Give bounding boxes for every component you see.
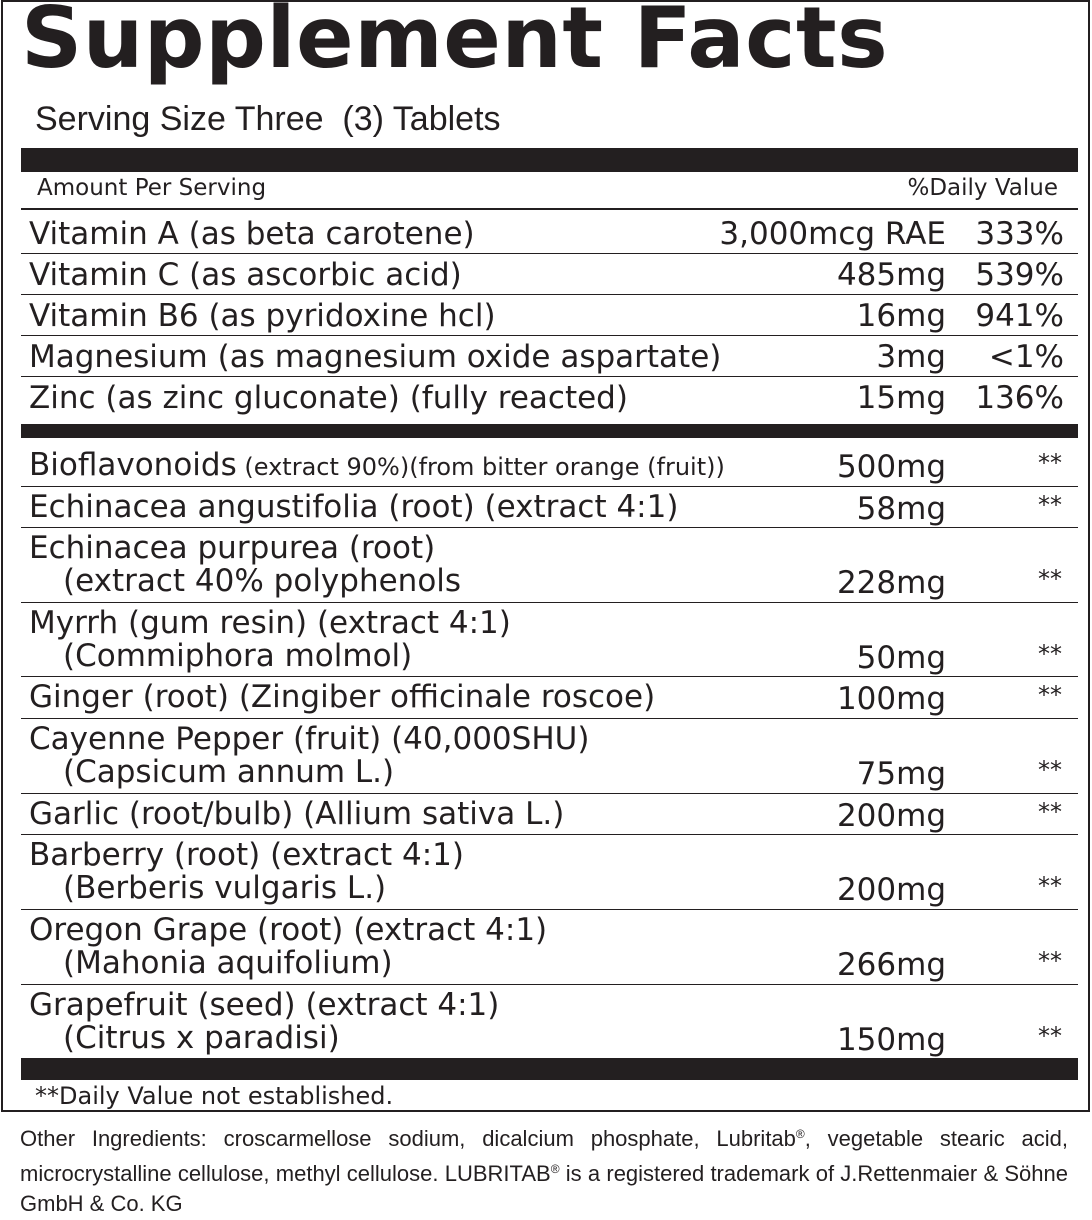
ingredient-amount: 500mg xyxy=(836,449,946,485)
ingredient-name-main: Grapefruit (seed) (extract 4:1) xyxy=(29,987,500,1023)
nutrient-row xyxy=(21,212,1078,253)
nutrient-row xyxy=(21,294,1078,335)
nutrient-name: Zinc (as zinc gluconate) (fully reacted) xyxy=(29,380,628,416)
daily-value-not-established: ** xyxy=(1038,872,1062,900)
daily-value-label: %Daily Value xyxy=(907,175,1058,201)
thick-divider-top xyxy=(21,148,1078,172)
ingredient-name-main: Myrrh (gum resin) (extract 4:1) xyxy=(29,605,511,641)
daily-value-not-established: ** xyxy=(1038,681,1062,709)
ingredient-amount: 266mg xyxy=(836,947,946,983)
nutrient-name: Vitamin A (as beta carotene) xyxy=(29,216,475,252)
ingredient-name-line2: (Commiphora molmol) xyxy=(63,638,413,674)
ingredient-name-main: Oregon Grape (root) (extract 4:1) xyxy=(29,912,548,948)
ingredient-name-main: Cayenne Pepper (fruit) (40,000SHU) xyxy=(29,721,590,757)
ingredient-row xyxy=(21,602,1078,676)
ingredient-amount: 100mg xyxy=(836,681,946,717)
daily-value-not-established: ** xyxy=(1038,565,1062,593)
nutrient-daily-value: 136% xyxy=(975,380,1064,416)
ingredient-name-line2: (Citrus x paradisi) xyxy=(63,1020,340,1056)
amount-per-serving-label: Amount Per Serving xyxy=(37,175,267,201)
ingredient-amount: 200mg xyxy=(836,798,946,834)
ingredient-detail: (extract 90%)(from bitter orange (fruit)) xyxy=(236,453,725,481)
ingredient-name xyxy=(29,796,564,832)
nutrient-daily-value: <1% xyxy=(988,339,1064,375)
ingredient-row xyxy=(21,527,1078,602)
daily-value-not-established: ** xyxy=(1038,491,1062,519)
ingredient-name xyxy=(29,721,589,757)
other-ingredients xyxy=(20,1119,1068,1219)
ingredient-name-line2: (Capsicum annum L.) xyxy=(63,754,395,790)
nutrient-row xyxy=(21,376,1078,417)
thick-divider-middle xyxy=(21,424,1078,438)
nutrient-daily-value: 539% xyxy=(975,257,1064,293)
ingredient-row xyxy=(21,444,1078,486)
ingredient-name xyxy=(29,605,511,641)
nutrient-row xyxy=(21,335,1078,376)
ingredient-amount: 75mg xyxy=(856,756,946,792)
nutrient-amount: 485mg xyxy=(836,257,946,293)
ingredient-name-main: Echinacea angustifolia (root) (extract 4:1) xyxy=(29,489,679,525)
ingredient-name-line2: (extract 40% polyphenols xyxy=(63,563,462,599)
ingredient-name xyxy=(29,530,435,566)
nutrient-daily-value: 941% xyxy=(975,298,1064,334)
thick-divider-bottom xyxy=(21,1058,1078,1080)
nutrient-amount: 15mg xyxy=(856,380,946,416)
ingredient-name-main: Bioflavonoids xyxy=(29,447,237,483)
ingredient-amount: 150mg xyxy=(836,1022,946,1058)
nutrient-name: Vitamin C (as ascorbic acid) xyxy=(29,257,462,293)
ingredient-name-main: Ginger (root) (Zingiber officinale roscoe) xyxy=(29,679,656,715)
nutrient-row xyxy=(21,253,1078,294)
ingredient-row xyxy=(21,909,1078,984)
ingredient-name-main: Barberry (root) (extract 4:1) xyxy=(29,837,464,873)
ingredient-row xyxy=(21,793,1078,834)
ingredient-name xyxy=(29,912,547,948)
ingredient-row xyxy=(21,834,1078,909)
ingredient-amount: 58mg xyxy=(856,491,946,527)
daily-value-not-established: ** xyxy=(1038,798,1062,826)
nutrient-amount: 3mg xyxy=(876,339,946,375)
ingredient-name-main: Echinacea purpurea (root) xyxy=(29,530,436,566)
ingredient-name xyxy=(29,837,464,873)
daily-value-not-established: ** xyxy=(1038,640,1062,668)
ingredient-name xyxy=(29,489,678,525)
ingredient-amount: 228mg xyxy=(836,565,946,601)
ingredient-row xyxy=(21,486,1078,527)
serving-size: Serving Size Three (3) Tablets xyxy=(35,100,501,138)
daily-value-footnote: **Daily Value not established. xyxy=(35,1082,394,1110)
ingredient-name xyxy=(29,679,655,715)
nutrient-amount: 16mg xyxy=(856,298,946,334)
registered-mark: ® xyxy=(550,1162,560,1176)
nutrient-name: Magnesium (as magnesium oxide aspartate) xyxy=(29,339,722,375)
ingredient-name-line2: (Berberis vulgaris L.) xyxy=(63,870,387,906)
panel-title: Supplement Facts xyxy=(21,0,889,88)
other-ingredients-text-2: , vegetable stearic acid, microcrystalline cellulose, methyl cellulose. LUBRITAB xyxy=(20,1126,1068,1186)
other-ingredients-text-1: Other Ingredients: croscarmellose sodium, dicalcium phosphate, Lubritab xyxy=(20,1126,796,1151)
other-ingredients-text-3: is a registered trademark of J.Rettenmaier & Söhne GmbH & Co. KG xyxy=(20,1161,1068,1216)
ingredient-row xyxy=(21,676,1078,718)
nutrient-amount: 3,000mcg RAE xyxy=(719,216,946,252)
daily-value-not-established: ** xyxy=(1038,1022,1062,1050)
nutrient-name: Vitamin B6 (as pyridoxine hcl) xyxy=(29,298,496,334)
ingredient-name-line2: (Mahonia aquifolium) xyxy=(63,945,393,981)
supplement-facts-panel xyxy=(1,0,1090,1112)
ingredient-name-main: Garlic (root/bulb) (Allium sativa L.) xyxy=(29,796,565,832)
ingredient-amount: 50mg xyxy=(856,640,946,676)
nutrient-daily-value: 333% xyxy=(975,216,1064,252)
ingredient-name xyxy=(29,447,725,483)
daily-value-not-established: ** xyxy=(1038,947,1062,975)
ingredient-row xyxy=(21,718,1078,793)
daily-value-not-established: ** xyxy=(1038,449,1062,477)
ingredient-amount: 200mg xyxy=(836,872,946,908)
ingredient-name xyxy=(29,987,499,1023)
daily-value-not-established: ** xyxy=(1038,756,1062,784)
ingredient-row xyxy=(21,984,1078,1058)
registered-mark: ® xyxy=(795,1127,805,1141)
header-divider xyxy=(21,208,1078,210)
